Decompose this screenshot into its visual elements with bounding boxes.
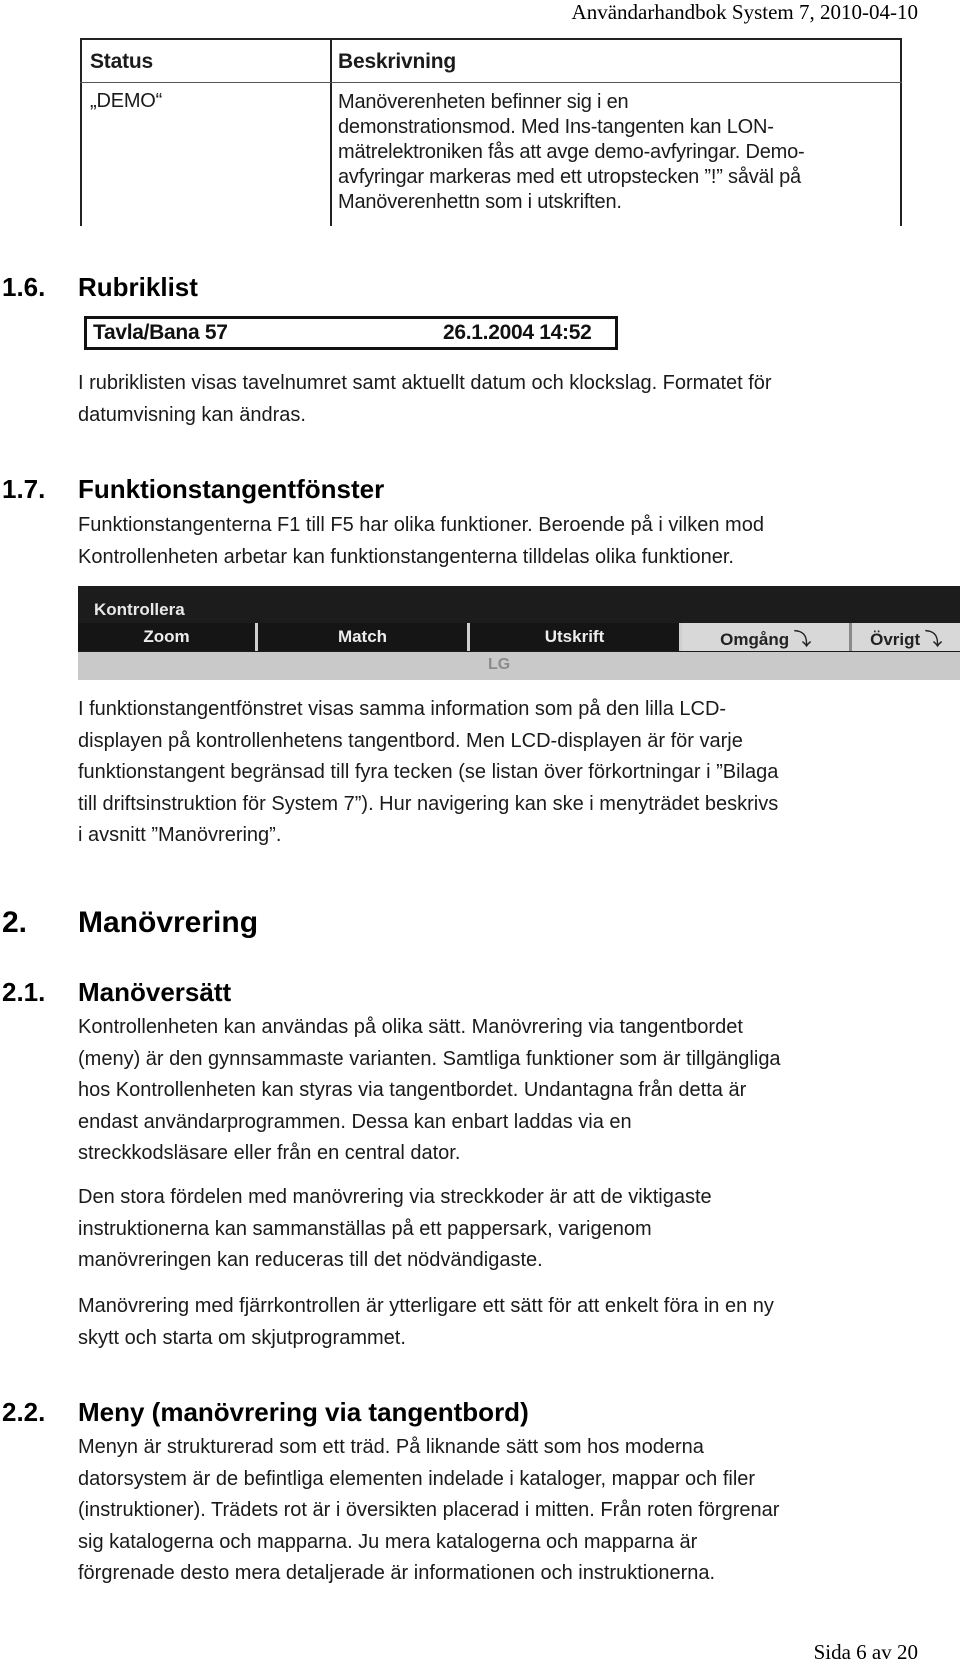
- paragraph: [78, 368, 918, 431]
- section-title: Rubriklist: [78, 272, 198, 302]
- chapter-title: Manövrering: [78, 906, 259, 939]
- paragraph: [78, 1012, 918, 1170]
- desc-line: demonstrationsmod. Med Ins-tangenten kan LON-: [338, 116, 774, 138]
- paragraph: [78, 1182, 918, 1277]
- text-line: sig katalogerna och mapparna. Ju mera katalogerna och mapparna är: [78, 1530, 698, 1553]
- text-line: I rubriklisten visas tavelnumret samt aktuellt datum och klockslag. Formatet för: [78, 372, 772, 394]
- paragraph: [78, 1291, 918, 1354]
- section-title: Manöversätt: [78, 977, 232, 1007]
- text-line: manövreringen kan reduceras till det nödvändigaste.: [78, 1249, 543, 1271]
- chapter-number: 2.: [2, 906, 28, 939]
- page-number: Sida 6 av 20: [813, 1640, 918, 1664]
- text-line: skytt och starta om skjutprogrammet.: [78, 1326, 406, 1349]
- monitor-logo: LG: [488, 656, 511, 673]
- text-line: Kontrollenheten kan användas på olika sätt. Manövrering via tangentbordet: [78, 1016, 743, 1038]
- monitor-bezel: [78, 652, 960, 680]
- text-line: till driftsinstruktion för System 7”). Hur navigering kan ske i menyträdet beskrivs: [78, 792, 779, 815]
- text-line: datorsystem är de befintliga elementen indelade i kataloger, mappar och filer: [78, 1467, 756, 1490]
- text-line: I funktionstangentfönstret visas samma information som på den lilla LCD-: [78, 698, 727, 720]
- fkey-zoom: Zoom: [78, 623, 258, 651]
- desc-line: Manöverenhettn som i utskriften.: [338, 191, 622, 213]
- section-title: Meny (manövrering via tangentbord): [78, 1397, 529, 1427]
- desc-line: mätrelektroniken fås att avge demo-avfyringar. Demo-: [338, 141, 805, 163]
- text-line: Menyn är strukturerad som ett träd. På liknande sätt som hos moderna: [78, 1436, 704, 1458]
- rubrik-board: Tavla/Bana 57: [93, 321, 228, 344]
- status-value: „DEMO“: [90, 90, 163, 112]
- section-number: 2.2.: [2, 1397, 46, 1427]
- desc-line: Manöverenheten befinner sig i en: [338, 91, 629, 113]
- status-col-header: Status: [90, 50, 153, 73]
- text-line: Den stora fördelen med manövrering via streckkoder är att de viktigaste: [78, 1186, 712, 1208]
- text-line: funktionstangent begränsad till fyra tecken (se listan över förkortningar i ”Bilaga: [78, 761, 779, 783]
- paragraph: [78, 510, 918, 573]
- text-line: förgrenade desto mera detaljerade är informationen och instruktionerna.: [78, 1562, 716, 1584]
- fkey-match: Match: [258, 623, 470, 651]
- status-table-image: [80, 38, 902, 226]
- text-line: streckkodsläsare eller från en central dator.: [78, 1142, 461, 1164]
- text-line: Funktionstangenterna F1 till F5 har olika funktioner. Beroende på i vilken mod: [78, 514, 764, 536]
- text-line: endast användarprogrammen. Dessa kan enbart laddas via en: [78, 1110, 632, 1133]
- rubriklist-image: [84, 316, 618, 350]
- fk-window-title: Kontrollera: [94, 600, 185, 619]
- fkey-ovrigt: Övrigt ⤵: [852, 623, 960, 651]
- fkey-omgang: Omgång ⤵: [682, 623, 852, 651]
- text-line: (instruktioner). Trädets rot är i översikten placerad i mitten. Från roten förgrenar: [78, 1499, 780, 1521]
- text-line: (meny) är den gynnsammaste varianten. Samtliga funktioner som är tillgängliga: [78, 1047, 781, 1070]
- paragraph: [78, 694, 918, 852]
- desc-line: avfyringar markeras med ett utropstecken ”!” såväl på: [338, 166, 801, 188]
- section-number: 1.7.: [2, 474, 46, 504]
- section-number: 2.1.: [2, 977, 46, 1007]
- function-key-window-image: [78, 586, 960, 680]
- section-number: 1.6.: [2, 272, 46, 302]
- page-header: Användarhandbok System 7, 2010-04-10: [571, 0, 918, 24]
- text-line: i avsnitt ”Manövrering”.: [78, 824, 282, 846]
- rubrik-datetime: 26.1.2004 14:52: [443, 321, 592, 344]
- text-line: Kontrollenheten arbetar kan funktionstangenterna tilldelas olika funktioner.: [78, 545, 734, 568]
- text-line: Manövrering med fjärrkontrollen är ytterligare ett sätt för att enkelt föra in en ny: [78, 1295, 774, 1317]
- desc-col-header: Beskrivning: [338, 50, 457, 73]
- text-line: hos Kontrollenheten kan styras via tangentbordet. Undantagna från detta är: [78, 1079, 747, 1101]
- text-line: instruktionerna kan sammanställas på ett pappersark, varigenom: [78, 1217, 652, 1240]
- paragraph: [78, 1432, 918, 1590]
- text-line: displayen på kontrollenhetens tangentbord. Men LCD-displayen är för varje: [78, 729, 743, 752]
- fkey-utskrift: Utskrift: [470, 623, 682, 651]
- section-title: Funktionstangentfönster: [78, 474, 385, 504]
- text-line: datumvisning kan ändras.: [78, 403, 306, 426]
